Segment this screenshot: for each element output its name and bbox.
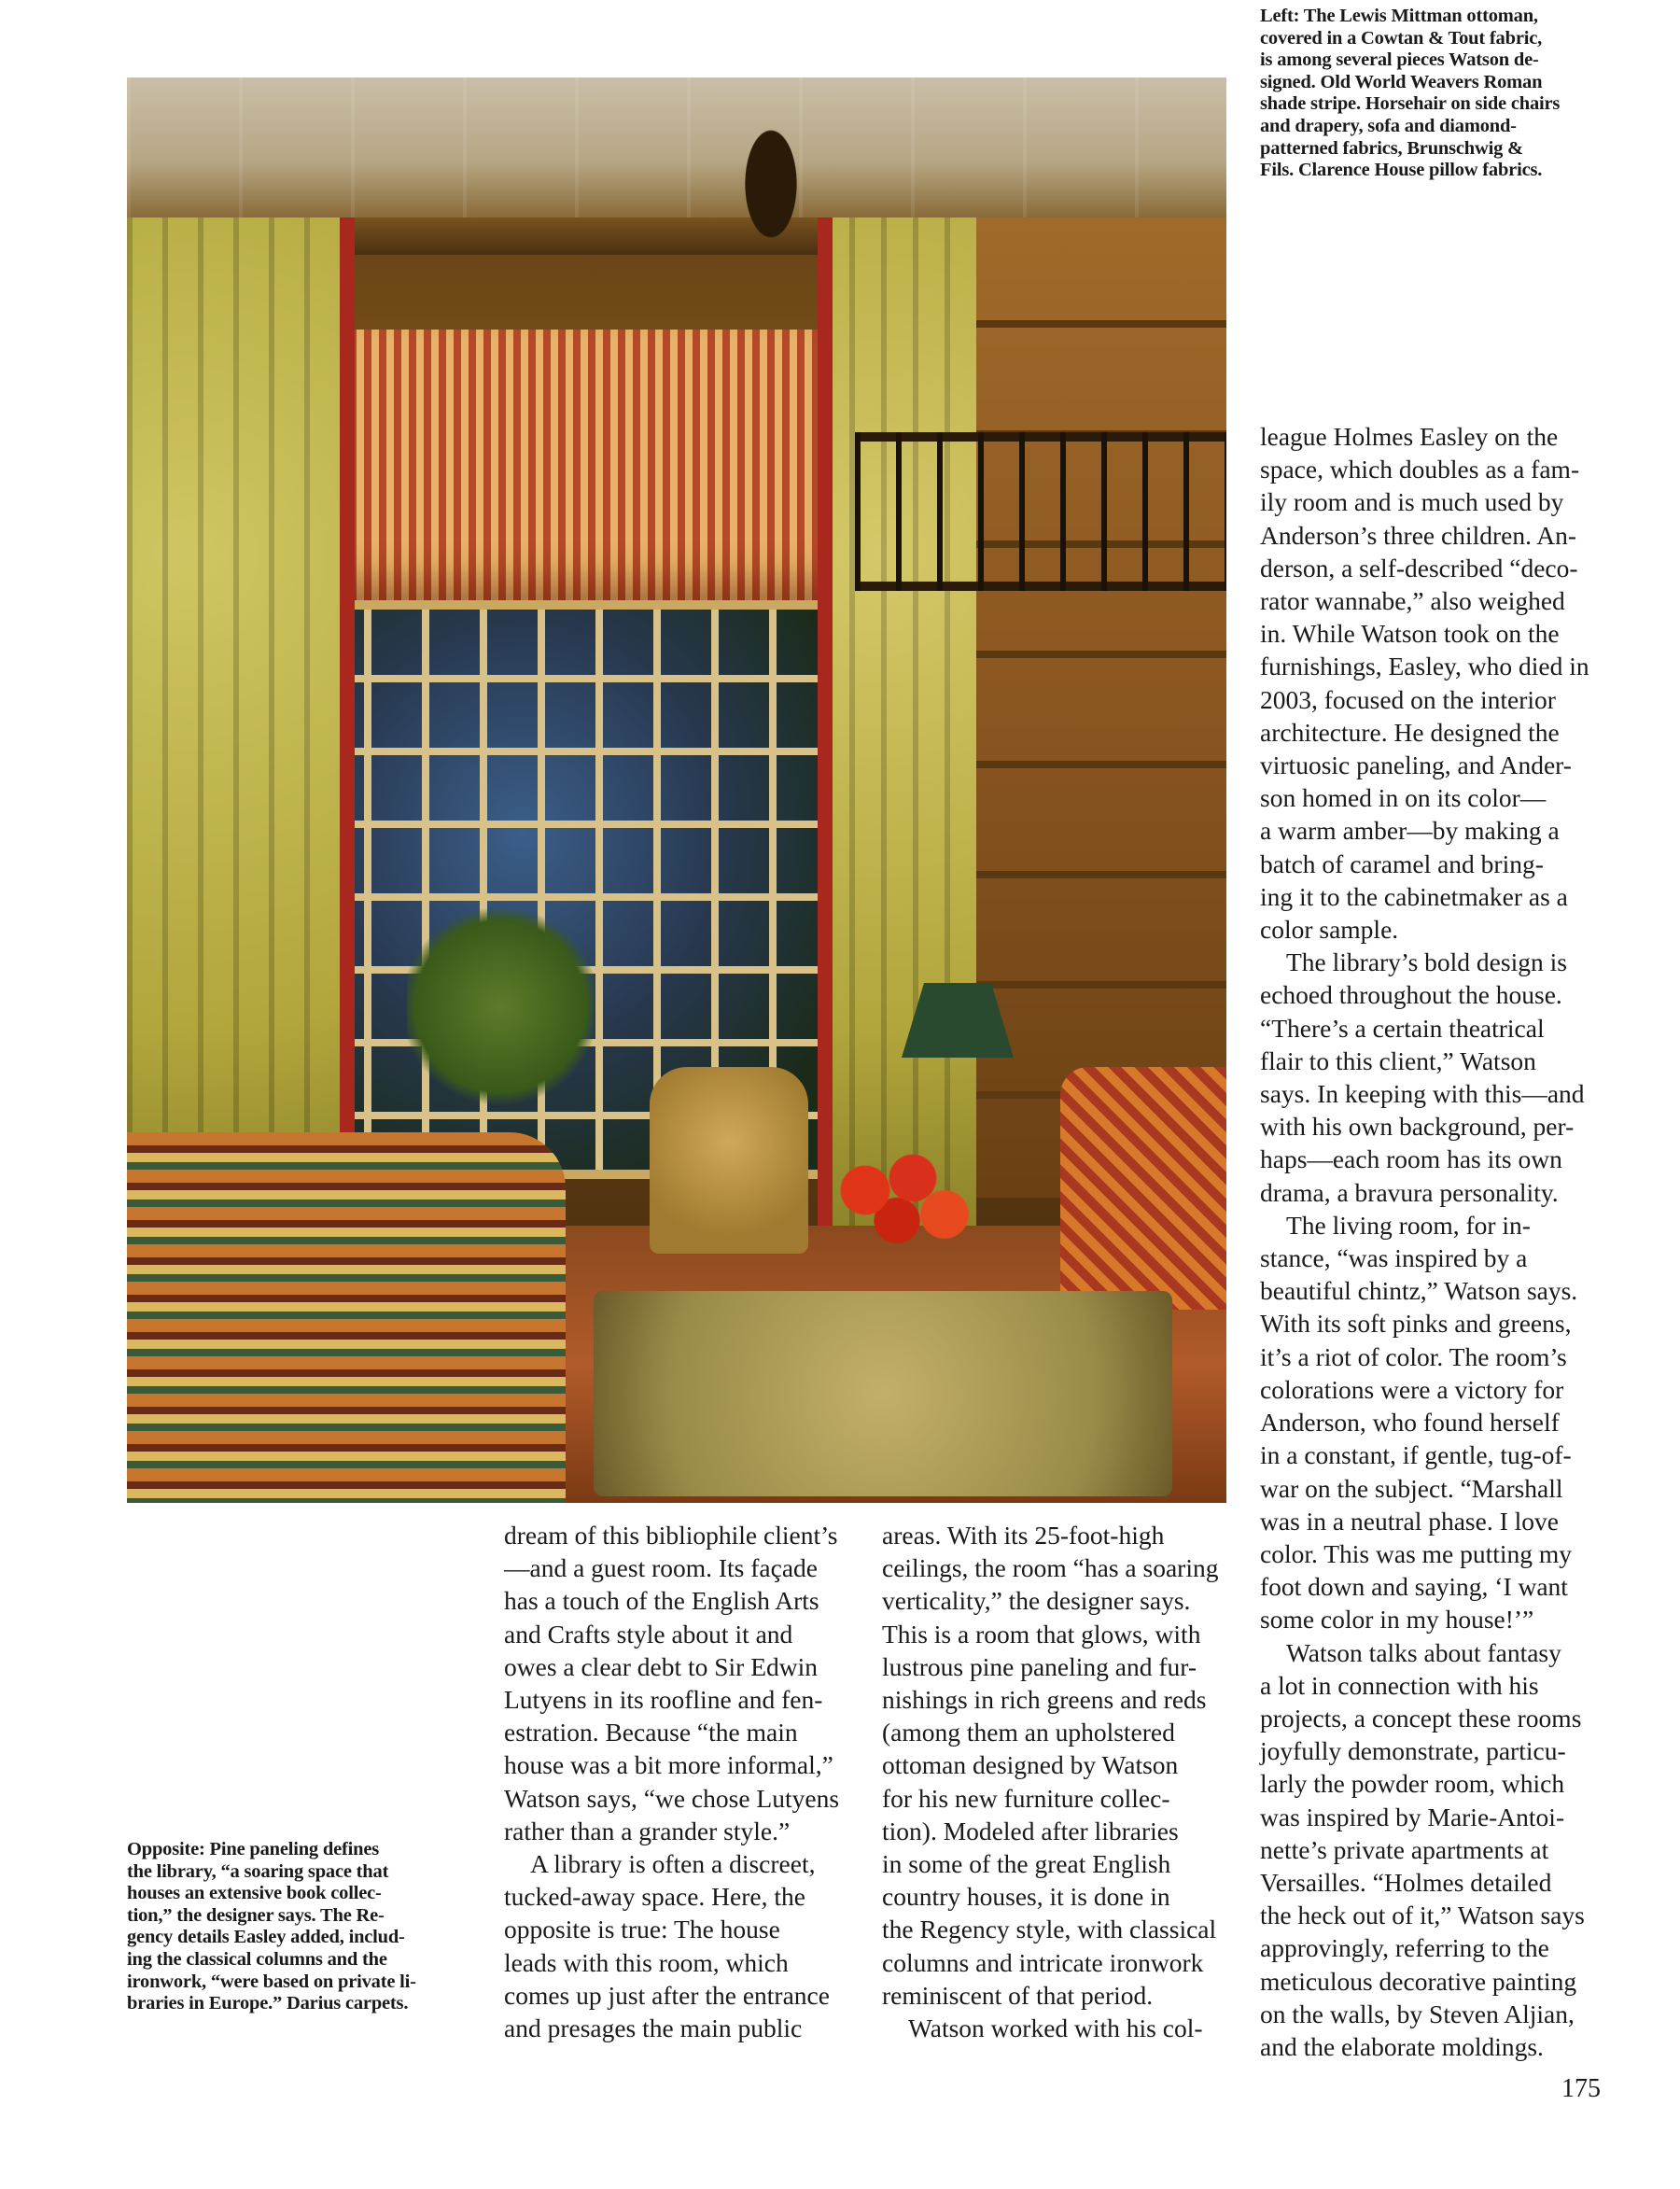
body-text-line: Anderson’s three children. An- [1260,520,1577,550]
body-text-line: colorations were a victory for [1260,1374,1564,1404]
body-text-line: war on the subject. “Marshall [1260,1473,1563,1503]
body-text-line: comes up just after the entrance [504,1980,830,2010]
library-photograph [127,77,1226,1503]
coffered-ceiling [127,77,1226,217]
iron-balcony-railing [855,432,1226,591]
body-column-2 [882,1519,1227,2044]
body-text-line: color sample. [1260,915,1399,945]
body-text-line: rator wannabe,” also weighed [1260,586,1565,616]
body-text-line: ceilings, the room “has a soaring [882,1553,1219,1583]
body-text-line: for his new furniture collec- [882,1783,1170,1813]
body-text-line: house was a bit more informal,” [504,1750,833,1780]
body-text-line: was inspired by Marie-Antoi- [1260,1802,1565,1831]
body-text-line: the Regency style, with classical [882,1915,1217,1944]
caption-line: tion,” the designer says. The Re- [127,1904,385,1926]
photo-caption-left [1260,6,1624,182]
pine-bookcase [976,217,1226,1198]
body-text-line: 2003, focused on the interior [1260,684,1556,714]
page-number: 175 [1561,2074,1601,2103]
body-text-line: owes a clear debt to Sir Edwin [504,1651,819,1681]
body-text-line: on the walls, by Steven Aljian, [1260,1999,1575,2028]
body-text-line: ily room and is much used by [1260,487,1564,517]
right-drapery-trim [818,217,833,1291]
body-text-line: and Crafts style about it and [504,1619,793,1649]
caption-line: houses an extensive book collec- [127,1883,382,1904]
body-text-line: stance, “was inspired by a [1260,1243,1528,1273]
caption-line: signed. Old World Weavers Roman [1260,71,1543,92]
body-text-line: columns and intricate ironwork [882,1947,1204,1977]
tufted-armchair [650,1067,808,1254]
body-text-line: This is a room that glows, with [882,1619,1201,1649]
body-text-line: haps—each room has its own [1260,1144,1562,1174]
body-column-1 [504,1519,849,2044]
body-text-line: The living room, for in- [1286,1210,1531,1240]
caption-line: braries in Europe.” Darius carpets. [127,1993,409,2014]
body-text-line: a warm amber—by making a [1260,816,1560,846]
body-text-line: was in a neutral phase. I love [1260,1506,1559,1536]
floral-arrangement [407,899,594,1114]
body-text-line: leads with this room, which [504,1947,789,1977]
body-text-line: batch of caramel and bring- [1260,849,1544,878]
body-text-line: (among them an upholstered [882,1718,1175,1747]
caption-line: ironwork, “were based on private li- [127,1971,416,1992]
body-text-line: With its soft pinks and greens, [1260,1309,1572,1339]
body-text-line: in some of the great English [882,1849,1171,1879]
body-text-line: and the elaborate moldings. [1260,2031,1544,2061]
body-text-line: foot down and saying, ‘I want [1260,1572,1568,1602]
caption-line: gency details Easley added, includ- [127,1927,405,1948]
caption-line: Opposite: Pine paneling defines [127,1839,380,1859]
caption-line: covered in a Cowtan & Tout fabric, [1260,27,1543,49]
body-text-line: derson, a self-described “deco- [1260,553,1578,582]
left-drapery-trim [340,217,355,1291]
body-text-line: son homed in on its color— [1260,783,1547,813]
photo-caption-opposite [127,1839,472,2015]
chandelier [720,77,822,255]
body-text-line: tion). Modeled after libraries [882,1816,1179,1845]
body-text-line: “There’s a certain theatrical [1260,1013,1545,1043]
body-text-line: beautiful chintz,” Watson says. [1260,1276,1578,1306]
body-text-line: —and a guest room. Its façade [504,1553,818,1583]
body-text-line: ottoman designed by Watson [882,1750,1179,1780]
body-text-line: rather than a grander style.” [504,1816,791,1845]
body-text-line: in a constant, if gentle, tug-of- [1260,1440,1572,1470]
caption-line: shade stripe. Horsehair on side chairs [1260,93,1561,115]
body-text-line: the heck out of it,” Watson says [1260,1901,1585,1930]
body-column-3 [1260,420,1602,2063]
body-text-line: projects, a concept these rooms [1260,1703,1582,1733]
body-text-line: estration. Because “the main [504,1718,798,1747]
body-text-line: approvingly, referring to the [1260,1933,1549,1963]
caption-line: and drapery, sofa and diamond- [1260,115,1517,136]
body-text-line: meticulous decorative painting [1260,1966,1577,1996]
body-text-line: Watson says, “we chose Lutyens [504,1783,840,1813]
body-text-line: some color in my house!’” [1260,1605,1534,1635]
body-text-line: Anderson, who found herself [1260,1408,1560,1438]
caption-line: is among several pieces Watson de- [1260,49,1539,71]
body-text-line: has a touch of the English Arts [504,1586,819,1616]
body-text-line: Watson talks about fantasy [1286,1637,1561,1667]
body-text-line: Versailles. “Holmes detailed [1260,1867,1552,1897]
caption-line: ing the classical columns and the [127,1948,387,1970]
body-text-line: and presages the main public [504,2014,803,2043]
body-text-line: drama, a bravura personality. [1260,1177,1559,1207]
body-text-line: it’s a riot of color. The room’s [1260,1341,1567,1371]
body-text-line: joyfully demonstrate, particu- [1260,1736,1566,1766]
body-text-line: A library is often a discreet, [530,1849,816,1879]
body-text-line: says. In keeping with this—and [1260,1079,1585,1109]
body-text-line: reminiscent of that period. [882,1980,1154,2010]
body-text-line: dream of this bibliophile client’s [504,1521,838,1550]
body-text-line: country houses, it is done in [882,1882,1170,1912]
body-text-line: nette’s private apartments at [1260,1834,1549,1864]
body-text-line: Watson worked with his col- [908,2014,1203,2043]
caption-line: patterned fabrics, Brunschwig & [1260,137,1523,159]
body-text-line: a lot in connection with his [1260,1670,1539,1700]
red-flower-bowl [818,1142,976,1263]
body-text-line: color. This was me putting my [1260,1538,1573,1568]
body-text-line: virtuosic paneling, and Ander- [1260,751,1572,780]
body-text-line: larly the powder room, which [1260,1769,1565,1799]
caption-line: Fils. Clarence House pillow fabrics. [1260,160,1543,181]
body-text-line: opposite is true: The house [504,1915,780,1944]
body-text-line: ing it to the cabinetmaker as a [1260,881,1568,911]
caption-line: the library, “a soaring space that [127,1860,389,1882]
body-text-line: nishings in rich greens and reds [882,1685,1207,1715]
body-text-line: echoed throughout the house. [1260,980,1562,1010]
striped-sofa [127,1132,566,1503]
body-text-line: league Holmes Easley on the [1260,422,1559,451]
body-text-line: Lutyens in its roofline and fen- [504,1685,823,1715]
caption-line: Left: The Lewis Mittman ottoman, [1260,6,1538,26]
body-text-line: verticality,” the designer says. [882,1586,1191,1616]
body-text-line: The library’s bold design is [1286,947,1567,977]
body-text-line: furnishings, Easley, who died in [1260,652,1589,681]
body-text-line: flair to this client,” Watson [1260,1045,1536,1075]
body-text-line: in. While Watson took on the [1260,619,1560,649]
body-text-line: tucked-away space. Here, the [504,1882,805,1912]
striped-roman-shade [304,330,846,610]
body-text-line: architecture. He designed the [1260,717,1560,747]
body-text-line: with his own background, per- [1260,1112,1575,1142]
body-text-line: areas. With its 25-foot-high [882,1521,1165,1550]
body-text-line: space, which doubles as a fam- [1260,455,1580,484]
red-patterned-chair [1060,1067,1226,1310]
body-text-line: lustrous pine paneling and fur- [882,1651,1197,1681]
upholstered-ottoman [594,1291,1172,1496]
